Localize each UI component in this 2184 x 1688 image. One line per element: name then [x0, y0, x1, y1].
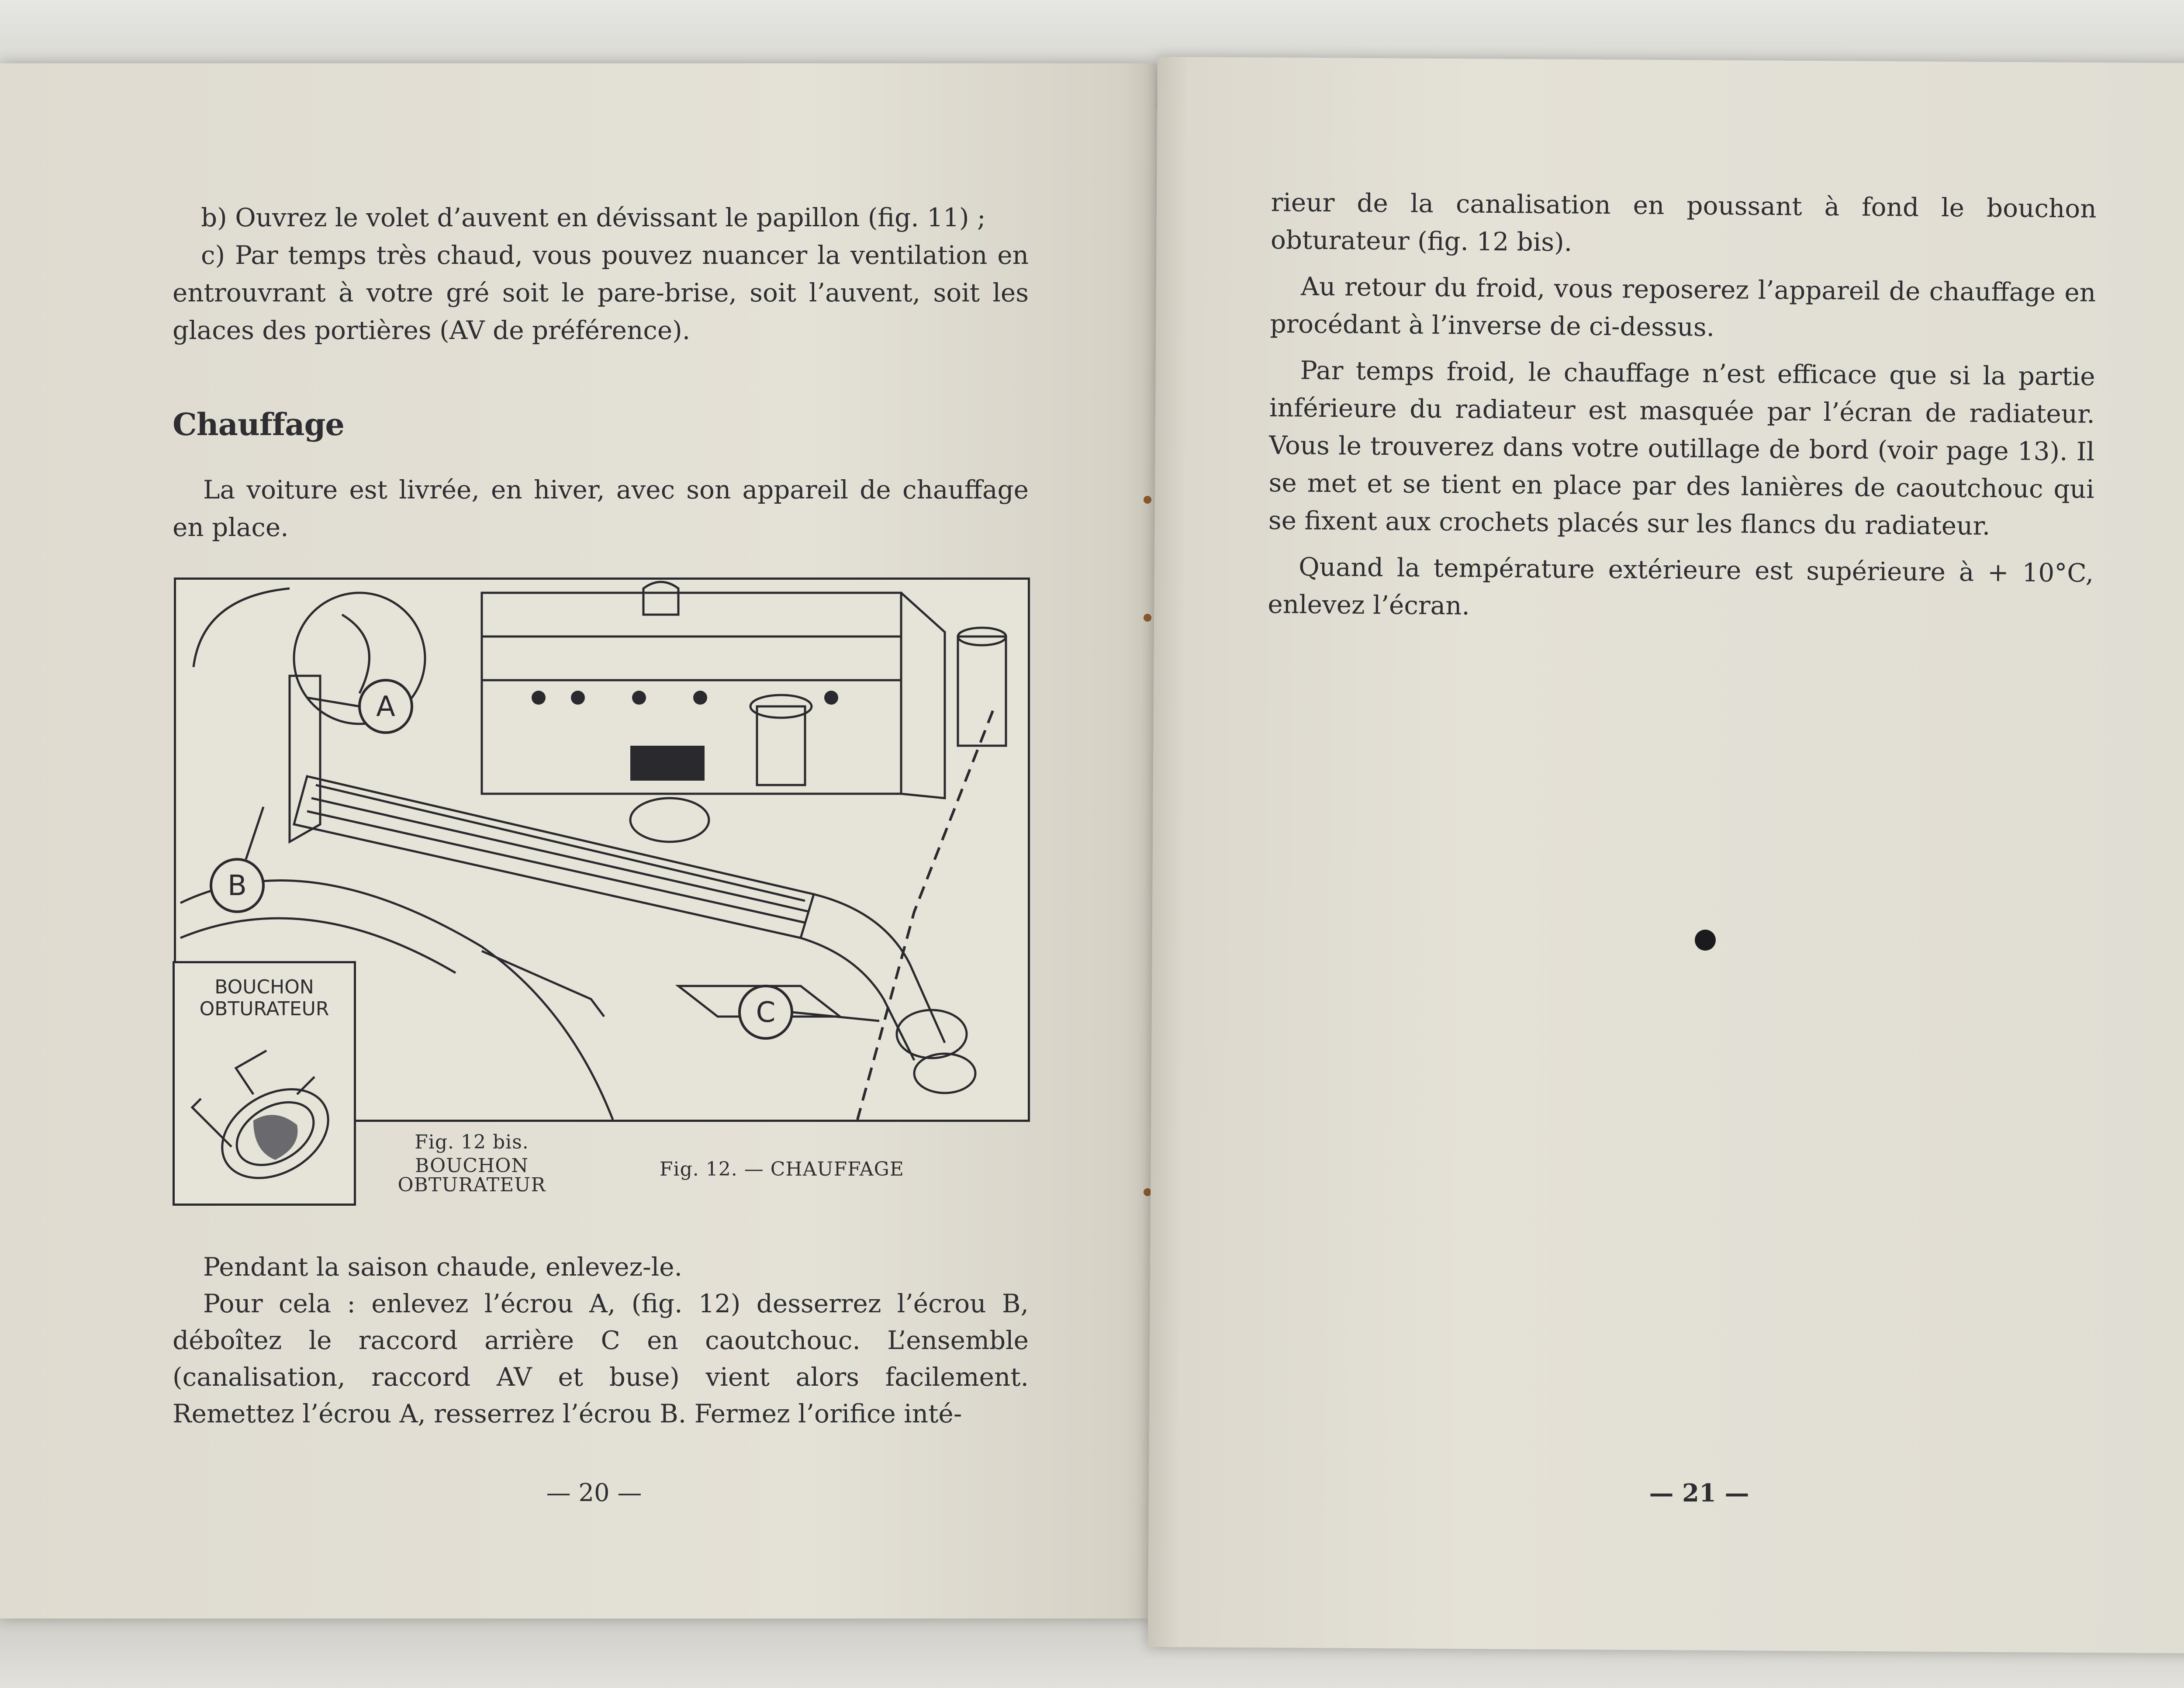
callout-b [211, 807, 263, 912]
intro-text [173, 471, 1029, 546]
staple-1 [1144, 496, 1151, 504]
paragraph-rieur: rieur de la canalisation en poussant à fond le bouchon obturateur (fig. 12 bis). [1270, 187, 2097, 257]
intro-paragraph: La voiture est livrée, en hiver, avec son appareil de chauffage en place. [173, 475, 1029, 542]
left-top-text [173, 199, 1029, 349]
left-bottom-text [173, 1249, 1029, 1432]
ink-dot [1695, 930, 1716, 951]
paragraph-saison: Pendant la saison chaude, enlevez-le. [203, 1252, 683, 1282]
svg-text:A: A [376, 691, 395, 723]
svg-text:B: B [228, 870, 247, 902]
obturator-inset [173, 961, 356, 1206]
paragraph-c: c) Par temps très chaud, vous pouvez nuancer la ventilation en entrouvrant à votre gré soit le pare-brise, soit l’auvent, soit les glaces des portières (AV de préférence). [173, 240, 1029, 345]
paragraph-froid: Par temps froid, le chauffage n’est efficace que si la partie inférieure du radiateur est masquée par l’écran de radiateur. Vous le trouverez dans votre outillage de bord (voir page 13). Il se met et se tient en place par des lanières de caoutchouc qui se fixent aux crochets placés sur les flancs du radiateur. [1268, 355, 2095, 541]
staple-2 [1144, 614, 1151, 622]
obturator-plug-illustration [175, 963, 354, 1204]
paragraph-b: b) Ouvrez le volet d’auvent en dévissant le papillon (fig. 11) ; [201, 203, 986, 232]
section-heading: Chauffage [173, 406, 344, 443]
page-number-left: — 20 — [546, 1479, 642, 1507]
paragraph-temperature: Quand la température extérieure est supérieure à + 10°C, enlevez l’écran. [1268, 552, 2094, 621]
right-text [1268, 183, 2097, 630]
inset-caption-fig: Fig. 12 bis. [415, 1131, 529, 1153]
page-number-right: — 21 — [1649, 1479, 1749, 1508]
inset-caption-line2: OBTURATEUR [397, 1174, 546, 1196]
inset-caption [384, 1131, 559, 1197]
paragraph-pour-cela: Pour cela : enlevez l’écrou A, (fig. 12) desserrez l’écrou B, déboîtez le raccord arrière C en caoutchouc. L’ensemble (canalisation, raccord AV et buse) vient alors facilement. Remettez l’écrou A, resserrez l’écrou B. Fermez l’orifice inté- [173, 1289, 1029, 1429]
paragraph-retour: Au retour du froid, vous reposerez l’appareil de chauffage en procédant à l’inverse de ci-dessus. [1270, 271, 2096, 342]
inset-label: BOUCHON OBTURATEUR [199, 976, 329, 1020]
inset-caption-line1: BOUCHON [415, 1155, 529, 1177]
svg-text:C: C [756, 996, 776, 1029]
figure-caption: Fig. 12. — CHAUFFAGE [660, 1158, 904, 1180]
